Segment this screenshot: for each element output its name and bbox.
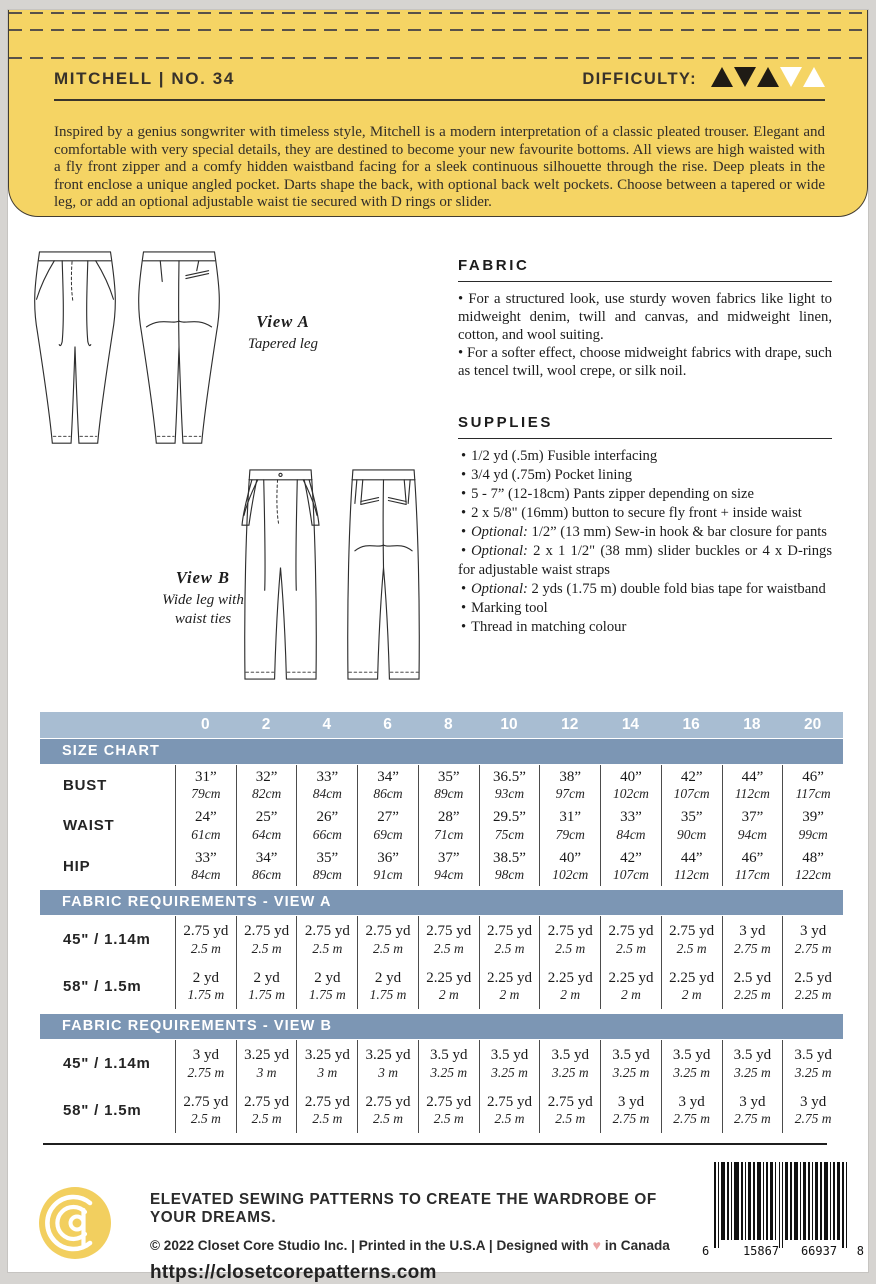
pattern-envelope-back <box>8 10 868 1283</box>
difficulty-rating <box>710 67 825 92</box>
yardage-cell: 3.5 yd 3.25 m <box>479 1040 540 1086</box>
difficulty-triangle-down-open <box>780 67 802 87</box>
bullet-glyph: • <box>461 580 467 597</box>
bullet-glyph: • <box>461 618 467 635</box>
yardage-cell: 3.25 yd 3 m <box>357 1040 418 1086</box>
size-column-header: 14 <box>621 716 640 733</box>
measure-cell: 42” 107cm <box>600 846 661 886</box>
supplies-item: • Optional: 2 x 1 1/2" (38 mm) slider buckles or 4 x D-rings for adjustable waist straps <box>458 542 833 578</box>
view-a-back-drawing <box>128 246 230 458</box>
perforation-dash-line <box>9 12 867 14</box>
tables-block <box>40 712 843 1134</box>
yardage-cell: 3.5 yd 3.25 m <box>418 1040 479 1086</box>
supplies-item: • Marking tool <box>458 599 832 618</box>
measure-cell: 34” 86cm <box>357 765 418 805</box>
barcode-digit: 6 <box>702 1244 710 1258</box>
header-divider <box>54 99 825 101</box>
supplies-item: • Thread in matching colour <box>458 618 832 637</box>
fabric-section <box>458 257 832 381</box>
yardage-cell: 3.5 yd 3.25 m <box>782 1040 843 1086</box>
optional-label: Optional: <box>471 542 534 559</box>
barcode <box>700 1158 866 1264</box>
measure-row-label: BUST <box>63 776 108 794</box>
measure-cell: 44” 112cm <box>661 846 722 886</box>
yardage-cell: 2.75 yd 2.5 m <box>357 916 418 962</box>
measure-cell: 32” 82cm <box>236 765 297 805</box>
closet-core-logo-icon <box>38 1186 112 1260</box>
sizes-header-row <box>40 712 843 738</box>
barcode-digit: 15867 <box>742 1244 780 1258</box>
size-column-header: 10 <box>500 716 518 733</box>
fabric-requirements-a-bar: FABRIC REQUIREMENTS - VIEW A <box>40 890 843 915</box>
yardage-cell: 3 yd 2.75 m <box>661 1087 722 1133</box>
difficulty-triangle-down-filled <box>734 67 756 87</box>
barcode-bars <box>714 1162 854 1250</box>
measure-cell: 37” 94cm <box>722 805 783 845</box>
view-b-back-drawing <box>333 464 434 686</box>
bullet-glyph: • <box>461 448 467 464</box>
fabric-row-label: 45" / 1.14m <box>63 931 151 949</box>
footer-url: https://closetcorepatterns.com <box>150 1262 437 1283</box>
view-a-front-drawing <box>24 246 126 458</box>
measure-cell: 36” 91cm <box>357 846 418 886</box>
heart-icon: ♥ <box>592 1237 601 1253</box>
measure-cell: 27” 69cm <box>357 805 418 845</box>
supplies-title: SUPPLIES <box>458 414 832 439</box>
fabric-requirements-b-table <box>40 1039 843 1134</box>
size-column-header: 12 <box>561 716 579 733</box>
measure-cell: 24” 61cm <box>175 805 236 845</box>
fabric-row-label: 58" / 1.5m <box>63 977 142 995</box>
supplies-item: • 1/2 yd (.5m) Fusible interfacing <box>458 447 832 466</box>
view-b-label <box>144 568 262 629</box>
bullet-glyph: • <box>461 599 467 616</box>
measure-cell: 33” 84cm <box>600 805 661 845</box>
measure-cell: 38” 97cm <box>539 765 600 805</box>
fabric-requirements-b-bar: FABRIC REQUIREMENTS - VIEW B <box>40 1014 843 1039</box>
measure-cell: 40” 102cm <box>600 765 661 805</box>
fabric-bullet: • For a softer effect, choose midweight fabrics with drape, such as tencel twill, wool crepe, or silk noil. <box>458 344 832 379</box>
measure-cell: 37” 94cm <box>418 846 479 886</box>
measure-cell: 31” 79cm <box>539 805 600 845</box>
yardage-cell: 2 yd 1.75 m <box>357 963 418 1009</box>
measure-cell: 33” 84cm <box>175 846 236 886</box>
supplies-item: • 3/4 yd (.75m) Pocket lining <box>458 466 832 485</box>
view-a-figure <box>24 246 232 458</box>
perforation-dash-line <box>9 57 867 59</box>
measure-cell: 26” 66cm <box>296 805 357 845</box>
optional-label: Optional: <box>471 580 532 597</box>
measure-cell: 29.5” 75cm <box>479 805 540 845</box>
supplies-item: • Optional: 1/2” (13 mm) Sew-in hook & bar closure for pants <box>458 523 832 542</box>
size-column-header: 20 <box>804 716 822 733</box>
yardage-cell: 2.75 yd 2.5 m <box>600 916 661 962</box>
pattern-title: MITCHELL | NO. 34 <box>54 69 235 88</box>
view-b-subtitle: Wide leg with waist ties <box>162 592 244 627</box>
yardage-cell: 3.5 yd 3.25 m <box>661 1040 722 1086</box>
yardage-cell: 2.75 yd 2.5 m <box>236 916 297 962</box>
footer-divider <box>43 1143 827 1145</box>
fabric-requirements-a-table <box>40 915 843 1010</box>
difficulty-triangle-up-filled <box>711 67 733 87</box>
measure-cell: 42” 107cm <box>661 765 722 805</box>
view-a-subtitle: Tapered leg <box>247 336 319 352</box>
fabric-row-label: 58" / 1.5m <box>63 1101 142 1119</box>
bullet-glyph: • <box>461 504 467 521</box>
yardage-cell: 2.75 yd 2.5 m <box>539 1087 600 1133</box>
measure-cell: 40” 102cm <box>539 846 600 886</box>
yardage-cell: 2.75 yd 2.5 m <box>479 916 540 962</box>
view-a-label <box>234 312 332 354</box>
yardage-cell: 2.75 yd 2.5 m <box>418 1087 479 1133</box>
pattern-header-card <box>8 10 868 217</box>
yardage-cell: 3.5 yd 3.25 m <box>722 1040 783 1086</box>
yardage-cell: 3.5 yd 3.25 m <box>539 1040 600 1086</box>
measure-cell: 38.5” 98cm <box>479 846 540 886</box>
supplies-item: • 2 x 5/8" (16mm) button to secure fly front + inside waist <box>458 504 832 523</box>
view-b-name: View B <box>175 568 231 587</box>
measure-cell: 35” 90cm <box>661 805 722 845</box>
pattern-description: Inspired by a genius songwriter with timeless style, Mitchell is a modern interpretation of a classic pleated trouser. Elegant and comfortable with very special details, they are destined to become your new favourite bottoms. All views are high waisted with a fly front zipper and a comfy hidden waistband facing for a sleek continuous silhouette through the rise. Deep pleats in the front enclose a unique angled pocket. Darts shape the back, with optional back welt pockets. Choose between a tapered or wide leg, or add an optional adjustable waist tie secured with D rings or slider. <box>54 124 825 211</box>
measure-cell: 44” 112cm <box>722 765 783 805</box>
measure-cell: 33” 84cm <box>296 765 357 805</box>
bullet-glyph: • <box>461 542 467 559</box>
view-a-name: View A <box>256 312 310 331</box>
yardage-cell: 3 yd 2.75 m <box>722 1087 783 1133</box>
footer-copyright: © 2022 Closet Core Studio Inc. | Printed in the U.S.A | Designed with ♥ in Canada <box>150 1237 670 1253</box>
fabric-bullet-list <box>458 291 832 381</box>
measure-cell: 46” 117cm <box>782 765 843 805</box>
measure-cell: 36.5” 93cm <box>479 765 540 805</box>
measure-cell: 48” 122cm <box>782 846 843 886</box>
yardage-cell: 2.75 yd 2.5 m <box>175 1087 236 1133</box>
yardage-cell: 2 yd 1.75 m <box>296 963 357 1009</box>
yardage-cell: 3 yd 2.75 m <box>722 916 783 962</box>
yardage-cell: 2.75 yd 2.5 m <box>236 1087 297 1133</box>
yardage-cell: 2.75 yd 2.5 m <box>296 1087 357 1133</box>
yardage-cell: 2.75 yd 2.5 m <box>418 916 479 962</box>
yardage-cell: 2.75 yd 2.5 m <box>175 916 236 962</box>
measure-row-label: WAIST <box>63 817 115 835</box>
header-row <box>54 66 825 92</box>
difficulty-triangle-up-filled <box>757 67 779 87</box>
yardage-cell: 2.25 yd 2 m <box>479 963 540 1009</box>
measure-row-label: HIP <box>63 857 91 875</box>
yardage-cell: 2 yd 1.75 m <box>236 963 297 1009</box>
footer-text <box>150 1191 698 1284</box>
fabric-bullet: • For a structured look, use sturdy woven fabrics like light to midweight denim, twill and canvas, and midweight linen, cotton, and wool suiting. <box>458 291 832 343</box>
difficulty-triangle-up-open <box>803 67 825 87</box>
barcode-digit: 8 <box>856 1244 864 1258</box>
yardage-cell: 2.75 yd 2.5 m <box>539 916 600 962</box>
size-chart-bar: SIZE CHART <box>40 739 843 764</box>
size-column-header: 2 <box>261 716 271 733</box>
measure-cell: 35” 89cm <box>418 765 479 805</box>
supplies-section <box>458 414 832 637</box>
measure-cell: 25” 64cm <box>236 805 297 845</box>
measure-cell: 31” 79cm <box>175 765 236 805</box>
supplies-item: • 5 - 7” (12-18cm) Pants zipper depending on size <box>458 485 832 504</box>
bullet-glyph: • <box>461 466 467 483</box>
fabric-row-label: 45" / 1.14m <box>63 1055 151 1073</box>
footer-tagline: ELEVATED SEWING PATTERNS TO CREATE THE WARDROBE OF YOUR DREAMS. <box>150 1191 657 1226</box>
yardage-cell: 2.75 yd 2.5 m <box>479 1087 540 1133</box>
yardage-cell: 2.25 yd 2 m <box>600 963 661 1009</box>
size-column-header: 6 <box>383 716 392 733</box>
yardage-cell: 2.25 yd 2 m <box>661 963 722 1009</box>
supplies-list <box>458 447 832 637</box>
bullet-glyph: • <box>461 523 467 540</box>
fabric-title: FABRIC <box>458 257 832 282</box>
perforation-dash-line <box>9 29 867 31</box>
yardage-cell: 2.25 yd 2 m <box>418 963 479 1009</box>
yardage-cell: 2.5 yd 2.25 m <box>782 963 843 1009</box>
yardage-cell: 2.5 yd 2.25 m <box>722 963 783 1009</box>
bullet-glyph: • <box>461 485 467 502</box>
measure-cell: 39” 99cm <box>782 805 843 845</box>
size-column-header: 4 <box>322 716 332 733</box>
yardage-cell: 2.75 yd 2.5 m <box>357 1087 418 1133</box>
optional-label: Optional: <box>471 523 532 540</box>
measure-cell: 34” 86cm <box>236 846 297 886</box>
yardage-cell: 2 yd 1.75 m <box>175 963 236 1009</box>
yardage-cell: 3 yd 2.75 m <box>600 1087 661 1133</box>
size-column-header: 18 <box>743 716 761 733</box>
yardage-cell: 3.25 yd 3 m <box>296 1040 357 1086</box>
measure-cell: 46” 117cm <box>722 846 783 886</box>
size-chart-table <box>40 764 843 887</box>
size-column-header: 0 <box>201 716 210 733</box>
size-column-header: 8 <box>443 716 453 733</box>
yardage-cell: 2.75 yd 2.5 m <box>296 916 357 962</box>
barcode-digit: 66937 <box>800 1244 838 1258</box>
measure-cell: 35” 89cm <box>296 846 357 886</box>
measure-cell: 28” 71cm <box>418 805 479 845</box>
closet-core-logo <box>38 1186 112 1260</box>
yardage-cell: 3 yd 2.75 m <box>782 916 843 962</box>
difficulty-wrap <box>582 67 825 92</box>
yardage-cell: 2.25 yd 2 m <box>539 963 600 1009</box>
yardage-cell: 3 yd 2.75 m <box>175 1040 236 1086</box>
yardage-cell: 3.25 yd 3 m <box>236 1040 297 1086</box>
yardage-cell: 3 yd 2.75 m <box>782 1087 843 1133</box>
size-column-header: 16 <box>682 716 700 733</box>
difficulty-label: DIFFICULTY: <box>582 69 697 88</box>
yardage-cell: 3.5 yd 3.25 m <box>600 1040 661 1086</box>
supplies-item: • Optional: 2 yds (1.75 m) double fold bias tape for waistband <box>458 580 832 599</box>
yardage-cell: 2.75 yd 2.5 m <box>661 916 722 962</box>
